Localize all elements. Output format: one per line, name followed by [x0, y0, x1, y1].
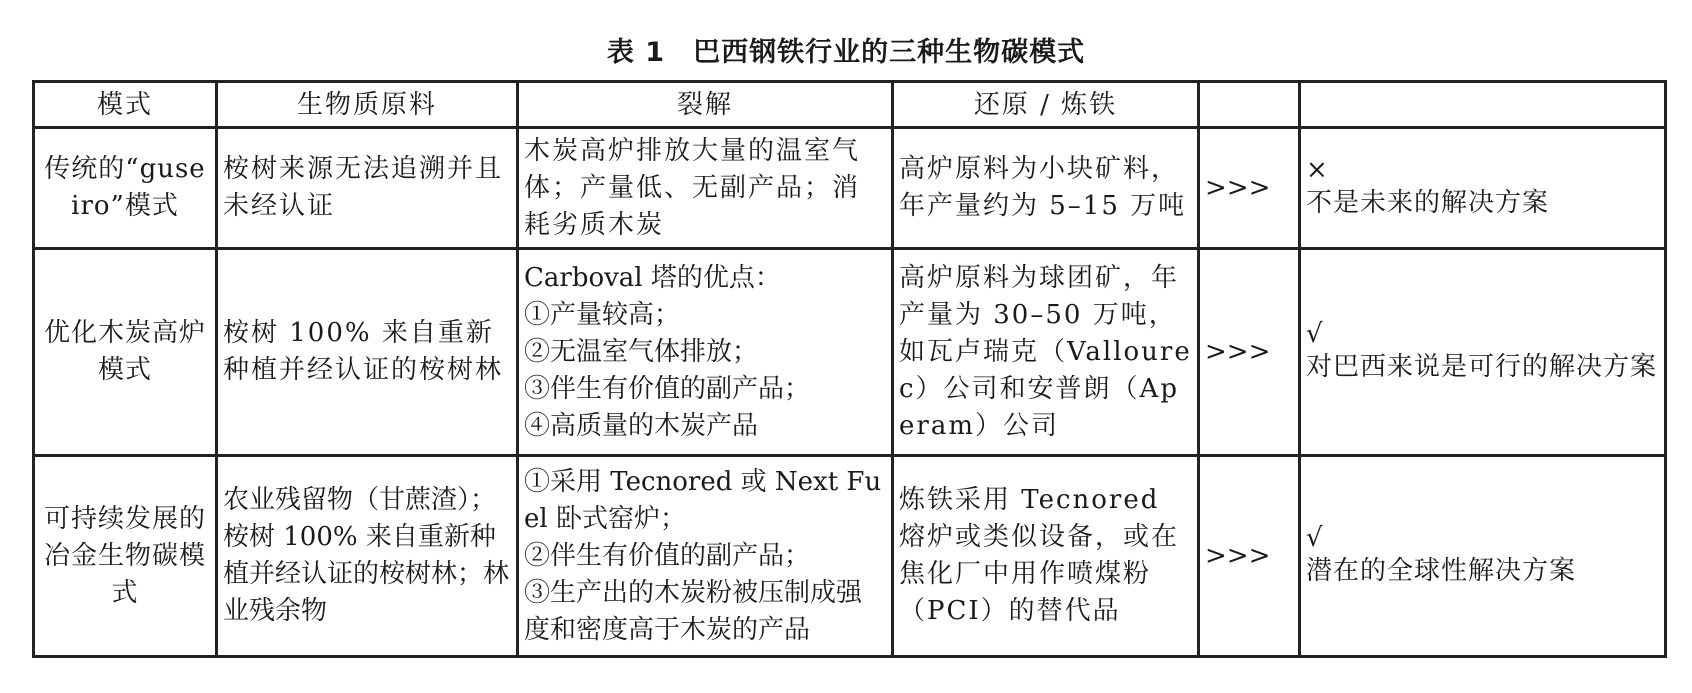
pyrolysis-line: ②伴生有价值的副产品； — [524, 540, 811, 571]
verdict-cell — [1300, 128, 1666, 249]
verdict-cell — [1300, 456, 1666, 657]
pyrolysis-line: ③生产出的木炭粉被压制成强度和密度高于木炭的产品 — [524, 577, 863, 645]
mode-cell: 优化木炭高炉模式 — [34, 249, 217, 456]
pyrolysis-line: ①采用 Tecnored 或 Next Fuel 卧式窑炉； — [524, 466, 882, 534]
reduction-cell: 炼铁采用 Tecnored 熔炉或类似设备，或在焦化厂中用作喷煤粉（PCI）的替代品 — [893, 456, 1199, 657]
header-row — [34, 82, 1666, 128]
cross-mark-icon: × — [1306, 154, 1329, 185]
pyrolysis-line: ④高质量的木炭产品 — [524, 410, 759, 441]
verdict-cell — [1300, 249, 1666, 456]
table-row — [34, 456, 1666, 657]
mode-cell: 传统的“guseiro”模式 — [34, 128, 217, 249]
feedstock-cell: 桉树 100% 来自重新种植并经认证的桉树林 — [217, 249, 518, 456]
reduction-cell: 高炉原料为小块矿料，年产量约为 5–15 万吨 — [893, 128, 1199, 249]
arrow-cell: >>> — [1199, 456, 1300, 657]
pyrolysis-cell — [518, 249, 893, 456]
header-arrow — [1199, 82, 1300, 128]
pyrolysis-line: ③伴生有价值的副产品； — [524, 373, 811, 404]
header-pyrolysis: 裂解 — [518, 82, 893, 128]
header-mode: 模式 — [34, 82, 217, 128]
check-mark-icon: √ — [1306, 318, 1324, 349]
header-verdict — [1300, 82, 1666, 128]
table-row — [34, 249, 1666, 456]
verdict-text: 对巴西来说是可行的解决方案 — [1306, 351, 1658, 382]
arrow-cell: >>> — [1199, 249, 1300, 456]
check-mark-icon: √ — [1306, 522, 1324, 553]
pyrolysis-cell — [518, 456, 893, 657]
table-row — [34, 128, 1666, 249]
verdict-text: 不是未来的解决方案 — [1306, 187, 1550, 218]
feedstock-cell: 桉树来源无法追溯并且未经认证 — [217, 128, 518, 249]
pyrolysis-line: ②无温室气体排放； — [524, 336, 759, 367]
header-reduction: 还原 / 炼铁 — [893, 82, 1199, 128]
feedstock-cell: 农业残留物（甘蔗渣）；桉树 100% 来自重新种植并经认证的桉树林；林业残余物 — [217, 456, 518, 657]
pyrolysis-line: ①产量较高； — [524, 299, 681, 330]
verdict-text: 潜在的全球性解决方案 — [1306, 555, 1577, 586]
pyrolysis-cell: 木炭高炉排放大量的温室气体；产量低、无副产品；消耗劣质木炭 — [518, 128, 893, 249]
header-feedstock: 生物质原料 — [217, 82, 518, 128]
biocarbon-modes-table — [32, 80, 1667, 658]
pyrolysis-line: Carboval 塔的优点： — [524, 262, 781, 293]
reduction-cell: 高炉原料为球团矿，年产量为 30–50 万吨，如瓦卢瑞克（Vallourec）公司和安普朗（Aperam）公司 — [893, 249, 1199, 456]
table-caption: 表 1 巴西钢铁行业的三种生物碳模式 — [606, 37, 1086, 68]
arrow-cell: >>> — [1199, 128, 1300, 249]
mode-cell: 可持续发展的冶金生物碳模式 — [34, 456, 217, 657]
